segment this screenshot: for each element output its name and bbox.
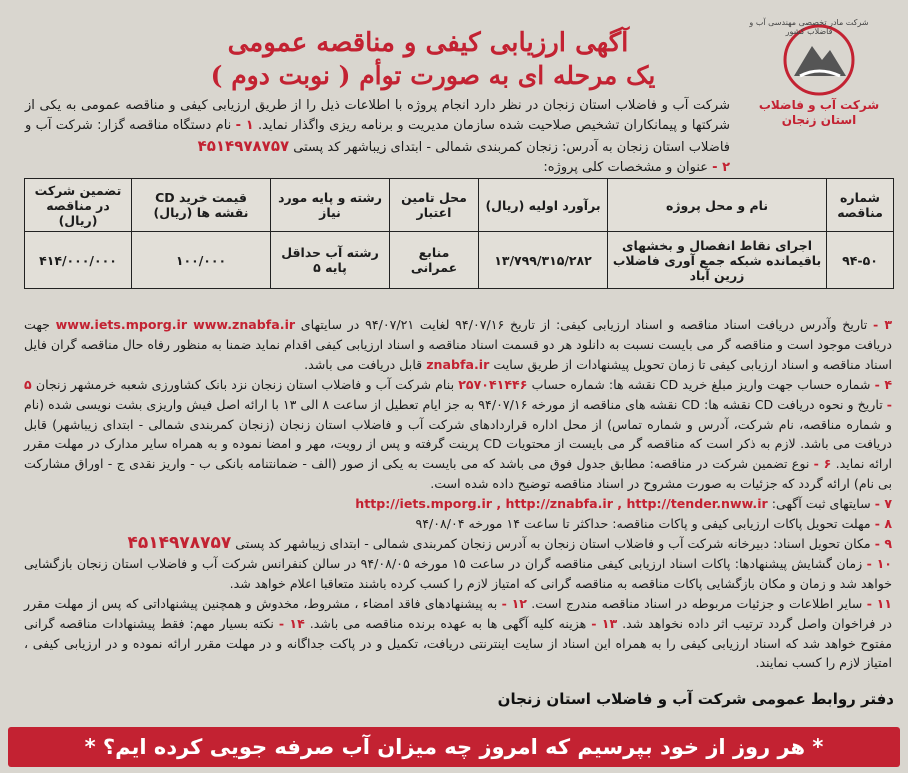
table-header: برآورد اولیه (ریال) [479, 179, 608, 232]
postal-code: ۴۵۱۴۹۷۸۷۵۷ [127, 532, 232, 553]
table-header: شماره مناقصه [827, 179, 894, 232]
intro-paragraph [25, 96, 730, 178]
download-sites-link[interactable]: www.iets.mporg.ir www.znabfa.ir [55, 317, 296, 332]
item-1-number: ۱ - [235, 118, 254, 133]
table-header: قیمت خرید CD نقشه ها (ریال) [132, 179, 271, 232]
clause-text: هزینه کلیه آگهی ها به عهده برنده مناقصه می باشد. [309, 615, 587, 631]
item-2-number: ۲ - [712, 160, 730, 175]
table-cell: اجرای نقاط انفصال و بخشهای باقیمانده شبکه جمع آوری فاضلاب زرین آباد [608, 232, 827, 289]
table-header: تضمین شرکت در مناقصه (ریال) [25, 179, 132, 232]
table-cell: ۹۴-۵۰ [827, 232, 894, 289]
clause-number: ۱۴ - [278, 615, 305, 631]
announcement-sites-link[interactable]: http://iets.mporg.ir , http://znabfa.ir , http://tender.nww.ir [355, 496, 768, 512]
clause-number: ۱۰ - [866, 555, 892, 571]
slogan-banner: * هر روز از خود بپرسیم که امروز چه میزان آب صرفه جویی کرده ایم؟ * [8, 727, 900, 767]
page-subtitle: یک مرحله ای به صورت توأم ( نوبت دوم ) [210, 61, 656, 90]
clause-text: جهت دریافت موجود است و مناقصه گر می بایست نسبت به دانلود هر دو قسمت اسناد مناقصه و اسناد ارزیابی کیفی اقدام نماید ضمنا به منظور رفاه حال مناقصه گران فایل اسناد مناقصه و اسناد ارزیابی کیفی تا زمان تحویل پیشنهادات از طریق سایت [23, 317, 892, 372]
clause-text: سایتهای ثبت آگهی: [771, 496, 871, 512]
clause-number: ۱۲ - [501, 595, 527, 611]
clause-number: ۵ - [24, 376, 892, 412]
clause-number: ۳ - [873, 317, 892, 332]
clause-4 [24, 375, 892, 494]
item-2-text: عنوان و مشخصات کلی پروژه: [543, 160, 708, 175]
table-cell: ۴۱۴/۰۰۰/۰۰۰ [25, 232, 132, 289]
clause-text: به پیشنهادهای فاقد امضاء ، مشروط، مخدوش و همچنین پیشنهاداتی که پس از مهلت مقرر در فراخوان واصل گردد ترتیب اثر داده نخواهد شد. [24, 595, 892, 631]
logo-name-line2: استان زنجان [781, 113, 857, 127]
clause-text: بنام شرکت آب و فاضلاب استان زنجان نزد بانک کشاورزی شعبه خرمشهر زنجان [35, 376, 455, 392]
clause-text: زمان گشایش پیشنهادها: پاکات اسناد ارزیابی کیفی مناقصه گران در ساعت ۱۵ مورخه ۹۴/۰۸/۰۵ در سالن کنفرانس شرکت آب و فاضلاب استان زنجان بازگشایی خواهد شد و زمان و مکان بازگشایی پاکات مناقصه به مناقصه گرانی که امتیاز لازم را کسب کرده باشند متعاقبا اعلام خواهد شد. [24, 555, 892, 591]
clause-text: مهلت تحویل پاکات ارزیابی کیفی و پاکات مناقصه: حداکثر تا ساعت ۱۴ مورخه ۹۴/۰۸/۰۴ [415, 516, 871, 532]
clause-number: ۸ - [874, 516, 892, 532]
clause-text: سایر اطلاعات و جزئیات مربوطه در اسناد مناقصه مندرج است. [531, 595, 863, 611]
clause-number: ۴ - [874, 376, 892, 392]
znabfa-link[interactable]: znabfa.ir [426, 356, 490, 372]
table-cell: رشته آب حداقل پایه ۵ [271, 232, 390, 289]
clause-number: ۶ - [813, 456, 832, 472]
account-number: ۲۵۷۰۴۱۴۴۶ [458, 376, 528, 392]
table-header: محل تامین اعتبار [390, 179, 479, 232]
project-table [24, 178, 894, 289]
table-cell: ۱۳/۷۹۹/۳۱۵/۲۸۲ [479, 232, 608, 289]
intro-text: شرکت آب و فاضلاب استان زنجان در نظر دارد انجام پروژه با اطلاعات ذیل را از طریق ارزیابی کیفی و مناقصه عمومی به یکی از شرکتها و پیمانکاران تشخیص صلاحیت شده سازمان مدیریت و برنامه ریزی واگذار نماید. [25, 98, 731, 133]
clause-text: تاریخ وآدرس دریافت اسناد مناقصه و اسناد ارزیابی کیفی: از تاریخ ۹۴/۰۷/۱۶ لغایت ۹۴/۰۷/۲۱ در سایتهای [300, 317, 868, 332]
postal-code: ۴۵۱۴۹۷۸۷۵۷ [197, 137, 290, 155]
clause-text: تاریخ و نحوه دریافت CD نقشه ها: CD نقشه های مناقصه از مورخه ۹۴/۰۷/۱۶ به جز ایام تعطیل از ساعت ۸ الی ۱۳ با ارائه اصل فیش واریزی بشت نویسی شده (نام و شماره مناقصه، نام شرکت، آدرس و شماره تماس) از محل اداره قراردادهای شرکت آب و فاضلاب استان زنجان (زنجان کمربندی شمالی - ابتدای زیباشهر) قابل دریافت می باشد. لازم به ذکر است که مناقصه گر می بایست از محتویات CD پرینت گرفته و پس از رویت، مهر و امضا نموده و به همراه سایر مدارک در مهلت مقرر ارائه نماید. [24, 396, 893, 472]
table-cell: ۱۰۰/۰۰۰ [132, 232, 271, 289]
logo-name-line1: شرکت آب و فاضلاب [758, 98, 880, 112]
table-header-row [25, 179, 894, 232]
company-logo [744, 18, 894, 150]
clause-number: ۱۱ - [866, 595, 892, 611]
clause-11 [24, 594, 892, 674]
clause-7 [24, 494, 892, 514]
clause-text: مکان تحویل اسناد: دبیرخانه شرکت آب و فاضلاب استان زنجان به آدرس زنجان کمربندی شمالی - ابتدای زیباشهر کد پستی [235, 535, 871, 551]
clause-3 [24, 315, 892, 375]
clause-text: قابل دریافت می باشد. [304, 356, 423, 372]
item-1-text: نام دستگاه مناقصه گزار: شرکت آب و فاضلاب استان زنجان به آدرس: زنجان کمربندی شمالی - ابتدای زیباشهر کد پستی [25, 118, 730, 155]
logo-top-text: شرکت مادر تخصصی مهندسی آب و فاضلاب کشور [749, 18, 869, 36]
table-row [25, 232, 894, 289]
table-header: نام و محل پروژه [608, 179, 827, 232]
notice-body [24, 315, 892, 673]
clause-9 [24, 534, 892, 554]
clause-text: نکته بسیار مهم: فقط پیشنهادات مناقصه گرانی مفتوح خواهد شد که اسناد ارزیابی کیفی را به همراه این اسناد از سایت اینترنتی دریافت، تکمیل و در پاکت جداگانه و در مهلت مقرر ارائه نموده و در ارزیابی کیفی ، امتیاز لازم را کسب نمایند. [24, 615, 892, 671]
table-cell: منابع عمرانی [390, 232, 479, 289]
clause-number: ۷ - [874, 496, 892, 512]
public-relations-signature: دفتر روابط عمومی شرکت آب و فاضلاب استان زنجان [497, 690, 894, 708]
clause-number: ۱۳ - [591, 615, 618, 631]
table-header: رشته و پایه مورد نیاز [271, 179, 390, 232]
clause-number: ۹ - [874, 535, 892, 551]
clause-text: شماره حساب جهت واریز مبلغ خرید CD نقشه ها: شماره حساب [531, 376, 871, 392]
clause-8 [24, 514, 892, 534]
clause-10 [24, 554, 892, 594]
page-title: آگهی ارزیابی کیفی و مناقصه عمومی [227, 28, 629, 58]
clause-text: نوع تضمین شرکت در مناقصه: مطابق جدول فوق می باشد که می بایست به یکی از صور (الف - ضمانتنامه بانکی ب - واریز نقدی ج - اوراق مشارکت بی نام) ارائه گردد که جزئیات به صورت مشروح در اسناد مناقصه توضیح داده شده است. [24, 456, 892, 492]
